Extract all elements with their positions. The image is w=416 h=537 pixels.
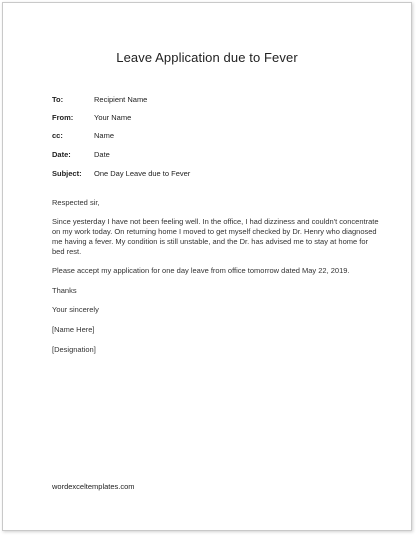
- header-label-cc: cc:: [52, 131, 63, 140]
- header-row-date: [52, 150, 110, 160]
- body-paragraph-1: Since yesterday I have not been feeling well. In the office, I had dizziness and couldn't concentrate on my work today. On returning home I moved to get myself checked by Dr. Henry who diagnosed me having a fever. My condition is still unstable, and the Dr. has advised me to stay at home for bed rest.: [52, 217, 379, 256]
- thanks-line: Thanks: [52, 286, 77, 295]
- header-row-subject: [52, 169, 190, 179]
- header-row-to: [52, 95, 147, 105]
- closing-line: Your sincerely: [52, 305, 99, 314]
- document-page: [2, 2, 412, 531]
- salutation: Respected sir,: [52, 198, 100, 207]
- designation-placeholder: [Designation]: [52, 345, 96, 354]
- body-paragraph-2: Please accept my application for one day leave from office tomorrow dated May 22, 2019.: [52, 266, 350, 275]
- letter-title: Leave Application due to Fever: [116, 50, 298, 65]
- header-value-cc: Name: [94, 131, 115, 140]
- header-value-to: Recipient Name: [94, 95, 148, 104]
- header-label-subject: Subject:: [52, 169, 82, 178]
- header-label-to: To:: [52, 95, 64, 104]
- header-value-from: Your Name: [94, 113, 132, 122]
- header-row-cc: [52, 131, 114, 141]
- name-placeholder: [Name Here]: [52, 325, 95, 334]
- header-value-subject: One Day Leave due to Fever: [94, 169, 191, 178]
- header-label-date: Date:: [52, 150, 71, 159]
- header-value-date: Date: [94, 150, 110, 159]
- header-label-from: From:: [52, 113, 74, 122]
- header-row-from: [52, 113, 131, 123]
- footer-website: wordexceltemplates.com: [52, 482, 135, 491]
